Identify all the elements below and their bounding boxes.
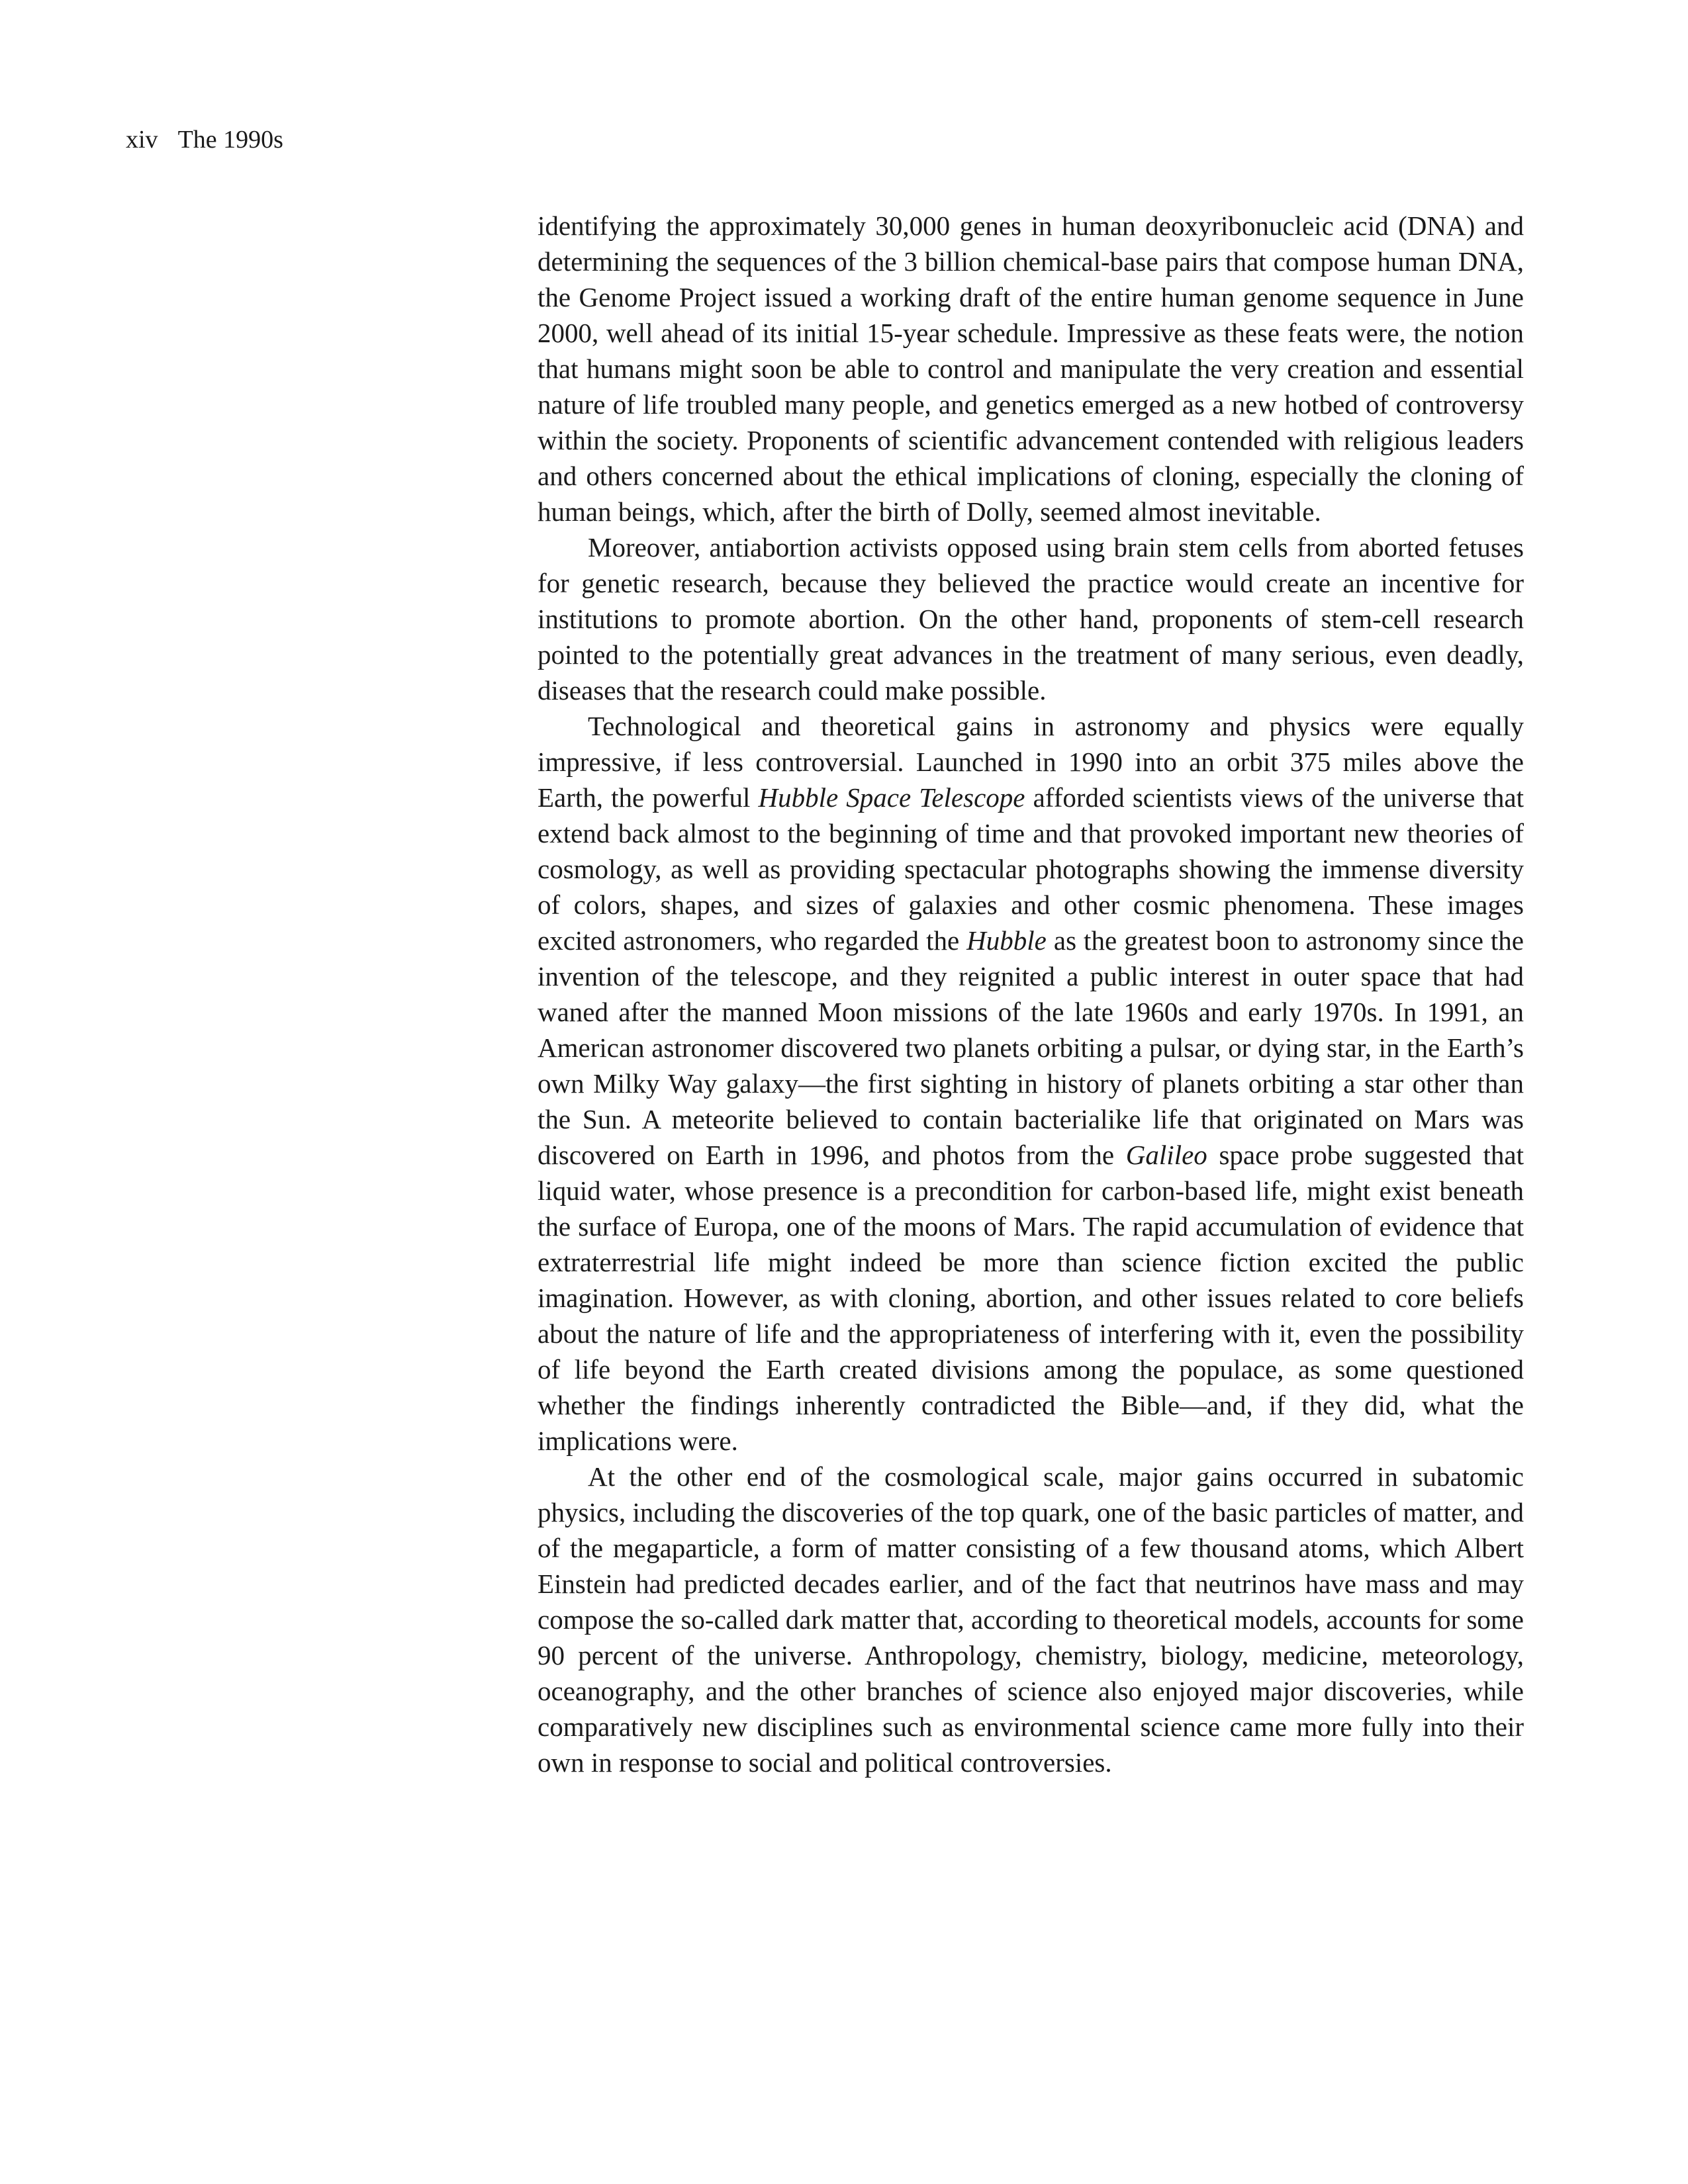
- running-head-title: The 1990s: [177, 126, 283, 154]
- paragraph-3-text-a: Technological and theoretical gains in astronomy and physics were equally impressive, if less controversial. Launched in 1990 into an orbit 375 miles above the Earth, the powerful: [538, 711, 1524, 813]
- paragraph-3-text-d: space probe suggested that liquid water, whose presence is a precondition for carbon-based life, might exist beneath the surface of Europa, one of the moons of Mars. The rapid accumulation of evidence that extraterrestrial life might indeed be more than science fiction excited the public imagination. However, as with cloning, abortion, and other issues related to core beliefs about the nature of life and the appropriateness of interfering with it, even the possibility of life beyond the Earth created divisions among the populace, as some questioned whether the findings inherently contradicted the Bible—and, if they did, what the implications were.: [538, 1140, 1524, 1456]
- paragraph-3-text-b: afforded scientists views of the universe that extend back almost to the beginning of time and that provoked important new theories of cosmology, as well as providing spectacular photographs showing the immense diversity of colors, shapes, and sizes of galaxies and other cosmic phenomena. These images excited astronomers, who regarded the: [538, 782, 1524, 956]
- hubble-telescope-title: Hubble Space Telescope: [758, 782, 1025, 813]
- page-number: xiv: [126, 126, 158, 154]
- hubble-title: Hubble: [966, 925, 1047, 956]
- paragraph-1-text: identifying the approximately 30,000 genes in human deoxyribonucleic acid (DNA) and determining the sequences of the 3 billion chemical-base pairs that compose human DNA, the Genome Project issued a working draft of the entire human genome sequence in June 2000, well ahead of its initial 15-year schedule. Impressive as these feats were, the notion that humans might soon be able to control and manipulate the very creation and essential nature of life troubled many people, and genetics emerged as a new hotbed of controversy within the society. Proponents of scientific advancement contended with religious leaders and others concerned about the ethical implications of cloning, especially the cloning of human beings, which, after the birth of Dolly, seemed almost inevitable.: [538, 210, 1524, 527]
- paragraph-2: [538, 529, 1524, 708]
- paragraph-1: [538, 208, 1524, 529]
- paragraph-3: [538, 708, 1524, 1459]
- paragraph-4: [538, 1459, 1524, 1780]
- paragraph-2-text: Moreover, antiabortion activists opposed using brain stem cells from aborted fetuses for genetic research, because they believed the practice would create an incentive for institutions to promote abortion. On the other hand, proponents of stem-cell research pointed to the potentially great advances in the treatment of many serious, even deadly, diseases that the research could make possible.: [538, 532, 1524, 705]
- galileo-title: Galileo: [1125, 1140, 1207, 1170]
- paragraph-3-text-c: as the greatest boon to astronomy since the invention of the telescope, and they reignited a public interest in outer space that had waned after the manned Moon missions of the late 1960s and early 1970s. In 1991, an American astronomer discovered two planets orbiting a pulsar, or dying star, in the Earth’s own Milky Way galaxy—the first sighting in history of planets orbiting a star other than the Sun. A meteorite believed to contain bacterialike life that originated on Mars was discovered on Earth in 1996, and photos from the: [538, 925, 1524, 1170]
- body-text: [538, 208, 1524, 1780]
- running-head: [126, 123, 283, 156]
- paragraph-4-text: At the other end of the cosmological scale, major gains occurred in subatomic physics, including the discoveries of the top quark, one of the basic particles of matter, and of the megaparticle, a form of matter consisting of a few thousand atoms, which Albert Einstein had predicted decades earlier, and of the fact that neutrinos have mass and may compose the so-called dark matter that, according to theoretical models, accounts for some 90 percent of the universe. Anthropology, chemistry, biology, medicine, meteorology, oceanography, and the other branches of science also enjoyed major discoveries, while comparatively new disciplines such as environmental science came more fully into their own in response to social and political controversies.: [538, 1461, 1524, 1778]
